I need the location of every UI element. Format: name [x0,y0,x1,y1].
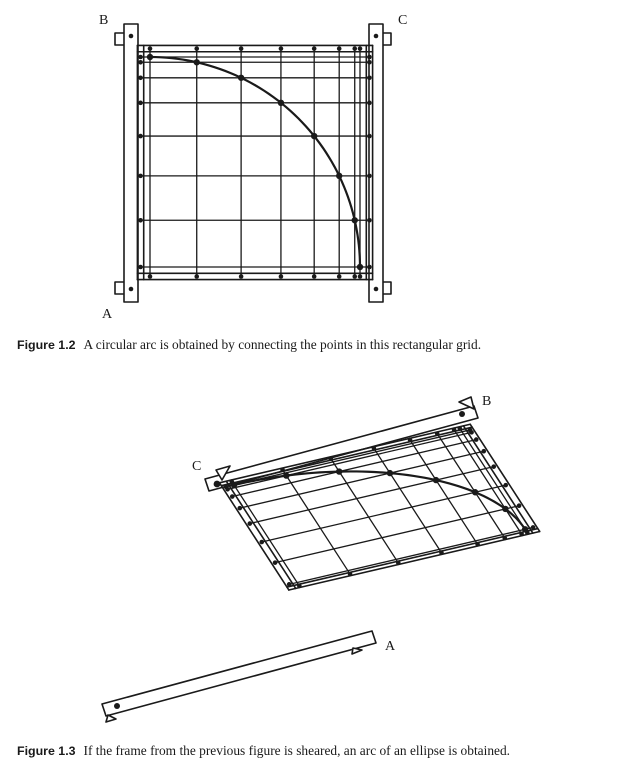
arc-curve [150,57,360,267]
label-b: B [99,13,109,28]
caption-text: A circular arc is obtained by connecting the points in this rectangular grid. [83,337,482,352]
string-pin [279,46,284,51]
string-pin [138,55,143,60]
frame-bar [289,531,540,590]
figure-1-3-caption [17,743,510,759]
sheared-grid-frame [102,397,540,722]
string-pin [435,431,440,436]
string-pin [138,60,143,65]
string-pin [247,521,252,526]
string-pin [348,572,353,577]
arc-curve [234,471,525,529]
string-pin [481,449,486,454]
caption-text: If the frame from the previous figure is sheared, an arc of an ellipse is obtained. [83,743,511,758]
right-post [369,24,383,302]
string-pin [312,274,317,279]
arc-point [336,173,342,179]
arc-point [433,477,439,483]
string-pin [287,582,292,587]
string-pin [531,525,536,530]
arc-point [357,264,363,270]
string-pin [138,265,143,270]
arc-point [147,54,153,60]
string-pin [138,101,143,106]
label-c: C [398,13,408,28]
string-pin [452,427,457,432]
string-pin [194,274,199,279]
string-pin [491,464,496,469]
post-pin [374,34,379,39]
frame-bar [470,424,539,531]
arc-point [231,482,237,488]
post-pin [129,34,134,39]
string-pin [367,101,372,106]
label-c: C [192,459,202,474]
string-pin [358,46,363,51]
arc-point [238,75,244,81]
figure-1-3 [0,388,623,733]
string-pin [358,274,363,279]
arc-point [283,472,289,478]
arc-point [522,526,528,532]
string-pin [312,46,317,51]
caption-label: Figure 1.2 [17,338,76,352]
string-pin [297,584,302,589]
string-pin [475,542,480,547]
string-pin [230,494,235,499]
arc-point [502,506,508,512]
caption-label: Figure 1.3 [17,744,76,758]
string-pin [279,274,284,279]
frame-pin [459,411,465,417]
corner-tab-a [352,648,362,654]
post-pin [129,287,134,292]
string-pin [273,560,278,565]
string-pin [367,75,372,80]
string-pin [239,46,244,51]
string-pin [225,487,230,492]
string-pin [138,174,143,179]
bottom-bar [102,631,376,716]
post-pin [374,287,379,292]
string-pin [352,274,357,279]
string-pin [367,174,372,179]
arc-point [278,100,284,106]
label-b: B [482,394,492,409]
string-pin [367,265,372,270]
string-pin [519,532,524,537]
string-pin [367,134,372,139]
corner-tab-d [106,715,116,722]
string-pin [259,540,264,545]
frame-bar [287,529,538,588]
corner-tab-b [459,397,474,409]
string-pin [237,506,242,511]
string-pin [408,438,413,443]
arc-point [352,217,358,223]
figure-1-2 [0,0,623,325]
arc-point [311,133,317,139]
arc-point [194,59,200,65]
label-a: A [102,307,113,322]
arc-point [336,468,342,474]
left-post [124,24,138,302]
string-pin [457,426,462,431]
frame-bar [463,426,532,533]
string-pin [337,46,342,51]
string-pin [502,536,507,541]
string-pin [439,550,444,555]
arc-point [387,470,393,476]
string-pin [138,218,143,223]
string-pin [396,561,401,566]
string-pin [503,483,508,488]
string-pin [367,218,372,223]
string-pin [328,456,333,461]
string-pin [367,55,372,60]
string-pin [469,430,474,435]
string-pin [138,75,143,80]
string-pin [194,46,199,51]
figure-1-2-caption [17,337,481,353]
string-pin [239,274,244,279]
arc-point [472,489,478,495]
string-pin [372,446,377,451]
rectangular-grid-frame [115,24,391,302]
string-pin [148,274,153,279]
string-pin [337,274,342,279]
string-pin [148,46,153,51]
string-pin [280,467,285,472]
string-pin [138,134,143,139]
string-pin [517,503,522,508]
string-pin [367,60,372,65]
frame-pin [114,703,120,709]
label-a: A [385,639,396,654]
string-pin [474,437,479,442]
string-pin [352,46,357,51]
